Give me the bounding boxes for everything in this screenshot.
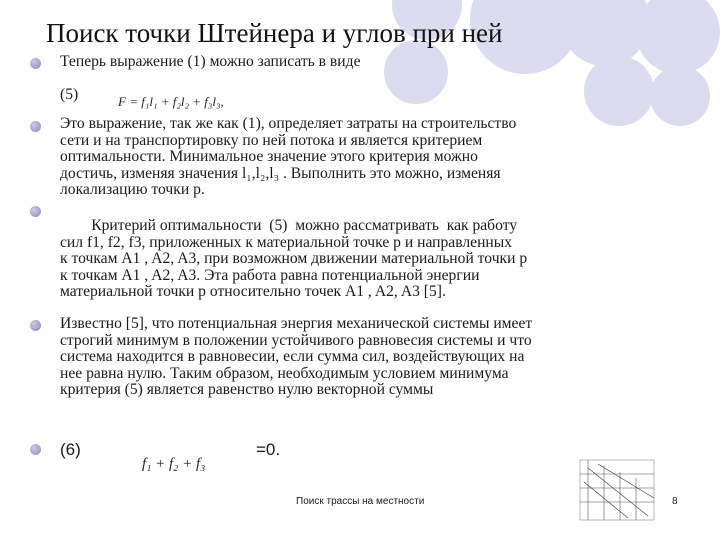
page-number: 8 (672, 496, 678, 507)
paragraph-line: критерия (5) является равенство нулю векторной суммы (60, 381, 434, 399)
paragraph-line: система находится в равновесии, если сумма сил, воздействующих на (60, 348, 525, 366)
paragraph-line: Теперь выражение (1) можно записать в виде (60, 53, 361, 70)
equation-6-result: =0. (256, 440, 281, 459)
map-thumbnail-image (578, 458, 658, 524)
paragraph-line (60, 71, 670, 87)
paragraph-line: достичь, изменяя значения l₁,l₂,l₃ . Выполнить это можно, изменяя (60, 164, 501, 182)
paragraph-line: материальной точки p относительно точек A1 , A2, A3 [5]. (60, 283, 446, 301)
bullet-icon (30, 206, 41, 217)
paragraph-line: локализацию точки p. (60, 181, 205, 199)
bullet-icon (30, 444, 41, 455)
bullet-icon (30, 58, 41, 69)
paragraph-3 (60, 218, 670, 301)
paragraph-2 (60, 116, 670, 199)
formula-5: F = f₁l₁ + f₂l₂ + f₃l₃, (118, 94, 224, 109)
paragraph-line: оптимальности. Минимальное значение этого критерия можно (60, 148, 478, 166)
paragraph-line: Это выражение, так же как (1), определяет затраты на строительство (60, 115, 517, 132)
footer-text: Поиск трассы на местности (296, 496, 425, 507)
paragraph-line: сил f1, f2, f3, приложенных к материальной точке p и направленных (60, 233, 513, 251)
bullet-icon (30, 121, 41, 132)
paragraph-line: (5) (60, 85, 79, 103)
paragraph-line: нее равна нулю. Таким образом, необходимым условием минимума (60, 364, 509, 382)
paragraph-line: к точкам A1 , A2, A3, при возможном движении материальной точки p (60, 250, 528, 268)
equation-6-label: (6) (60, 440, 81, 459)
paragraph-line: к точкам A1 , A2, A3. Эта работа равна потенциальной энергии (60, 266, 480, 284)
formula-6: f₁ + f₂ + f₃ (142, 456, 206, 472)
slide-title: Поиск точки Штейнера и углов при ней (46, 18, 503, 48)
paragraph-4 (60, 316, 670, 399)
paragraph-line: сети и на транспортировку по ней потока и является критерием (60, 131, 483, 149)
paragraph-line: Критерий оптимальности (5) можно рассматривать как работу (60, 217, 518, 234)
paragraph-line: строгий минимум в положении устойчивого равновесия системы и что (60, 331, 532, 349)
bullet-icon (30, 320, 41, 331)
paragraph-line: Известно [5], что потенциальная энергия механической системы имеет (60, 315, 533, 332)
